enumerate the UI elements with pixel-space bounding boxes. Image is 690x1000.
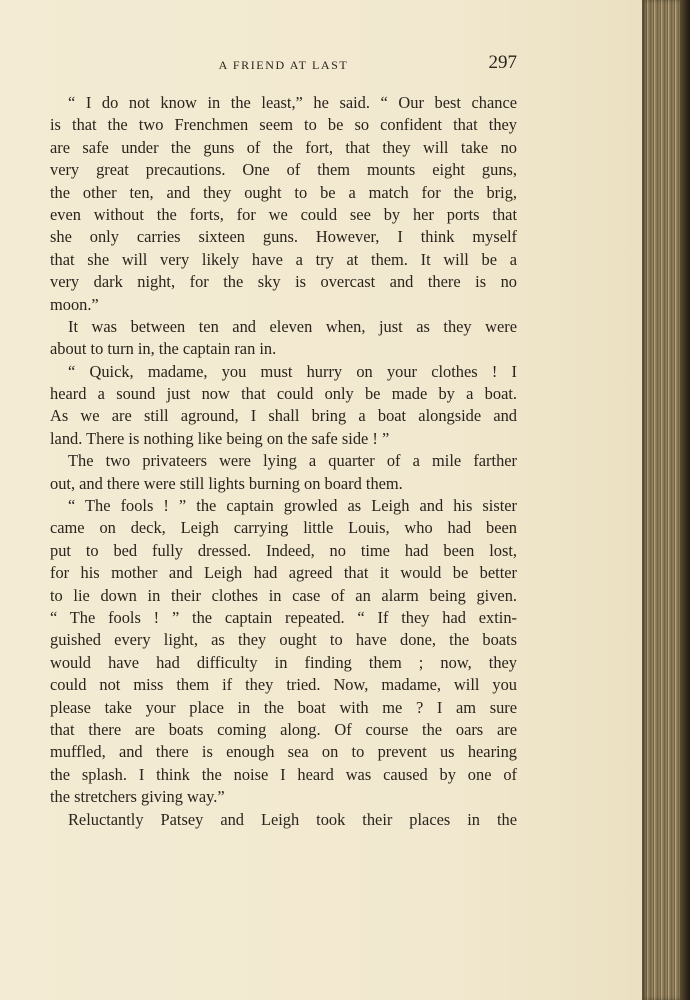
running-head: A FRIEND AT LAST: [218, 58, 349, 72]
text-line: for his mother and Leigh had agreed that it would be better: [50, 563, 517, 583]
text-line: As we are still aground, I shall bring a boat alongside and: [50, 406, 517, 426]
text-line: Reluctantly Patsey and Leigh took their places in the: [68, 809, 517, 829]
text-line: came on deck, Leigh carrying little Louis, who had been: [50, 518, 517, 538]
text-line: out, and there were still lights burning on board them.: [50, 473, 403, 493]
text-line: are safe under the guns of the fort, that they will take no: [50, 137, 517, 157]
text-line: The two privateers were lying a quarter of a mile farther: [68, 451, 517, 471]
text-line: would have had difficulty in finding them ; now, they: [50, 652, 517, 672]
text-line: “ Quick, madame, you must hurry on your clothes ! I: [68, 361, 517, 381]
text-line: even without the forts, for we could see by her ports that: [50, 204, 517, 224]
text-line: heard a sound just now that could only be made by a boat.: [50, 384, 517, 404]
text-line: muffled, and there is enough sea on to prevent us hearing: [50, 742, 517, 762]
text-line: that she will very likely have a try at them. It will be a: [50, 249, 517, 269]
text-line: very great precautions. One of them mounts eight guns,: [50, 160, 517, 180]
body-text: [50, 92, 517, 831]
text-line: very dark night, for the sky is overcast and there is no: [50, 272, 517, 292]
text-line: “ I do not know in the least,” he said. “ Our best chance: [68, 93, 517, 112]
text-line: to lie down in their clothes in case of an alarm being given.: [50, 585, 517, 605]
text-line: that there are boats coming along. Of course the oars are: [50, 719, 517, 739]
page-number: 297: [488, 52, 517, 73]
text-line: put to bed fully dressed. Indeed, no time had been lost,: [50, 540, 517, 560]
text-line: guished every light, as they ought to have done, the boats: [50, 630, 517, 650]
text-line: please take your place in the boat with me ? I am sure: [50, 697, 517, 717]
text-line: the other ten, and they ought to be a match for the brig,: [50, 182, 517, 202]
text-line: the stretchers giving way.”: [50, 787, 225, 807]
text-line: the splash. I think the noise I heard was caused by one of: [50, 764, 517, 784]
text-line: moon.”: [50, 294, 99, 314]
text-line: is that the two Frenchmen seem to be so confident that they: [50, 115, 517, 135]
text-line: could not miss them if they tried. Now, madame, will you: [50, 675, 517, 695]
book-page-edges: [642, 0, 690, 1000]
text-line: “ The fools ! ” the captain growled as Leigh and his sister: [68, 496, 517, 516]
text-line: It was between ten and eleven when, just as they were: [68, 316, 517, 336]
text-line: about to turn in, the captain ran in.: [50, 339, 277, 359]
text-line: “ The fools ! ” the captain repeated. “ If they had extin-: [50, 607, 517, 627]
text-line: she only carries sixteen guns. However, I think myself: [50, 227, 517, 247]
text-line: land. There is nothing like being on the safe side ! ”: [50, 428, 390, 448]
page-header: [50, 52, 517, 78]
